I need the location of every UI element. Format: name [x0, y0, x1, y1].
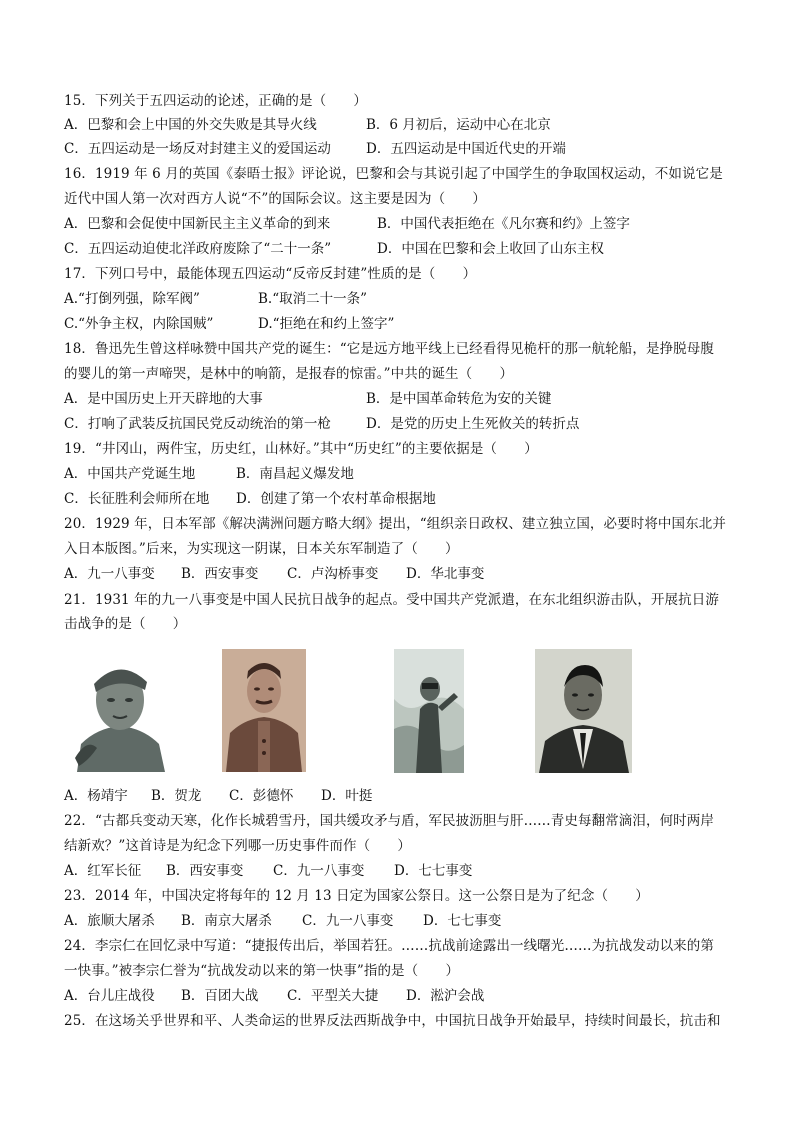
q20-stem-line2: 入日本版图。”后来，为实现这一阴谋，日本关东军制造了（ ） [64, 541, 459, 557]
q24-stem-line1: 24．李宗仁在回忆录中写道：“捷报传出后，举国若狂。……抗战前途露出一线曙光……为抗战发动以来的第 [64, 938, 714, 954]
q21-option-d: D．叶挺 [321, 788, 373, 804]
q20-option-b: B．西安事变 [181, 566, 259, 582]
q16-stem-line2: 近代中国人第一次对西方人说“不”的国际会议。这主要是因为（ ） [64, 191, 487, 207]
q20-option-a: A．九一八事变 [64, 566, 155, 582]
q21-option-b: B．贺龙 [151, 788, 202, 804]
q19-stem: 19．“井冈山，两件宝，历史红，山林好。”其中“历史红”的主要依据是（ ） [64, 441, 538, 457]
q23-stem: 23．2014 年，中国决定将每年的 12 月 13 日定为国家公祭日。这一公祭日是为了纪念（ ） [64, 888, 649, 904]
q15-stem: 15．下列关于五四运动的论述，正确的是（ ） [64, 93, 367, 109]
q22-option-a: A．红军长征 [64, 863, 142, 879]
q15-option-a: A．巴黎和会上中国的外交失败是其导火线 [64, 117, 317, 133]
q16-option-d: D．中国在巴黎和会上收回了山东主权 [377, 241, 604, 257]
q24-option-b: B．百团大战 [181, 988, 259, 1004]
q19-option-b: B．南昌起义爆发地 [236, 466, 354, 482]
q23-option-d: D．七七事变 [423, 913, 502, 929]
q18-option-a: A．是中国历史上开天辟地的大事 [64, 391, 263, 407]
q20-stem-line1: 20．1929 年，日本军部《解决满洲问题方略大纲》提出，“组织亲日政权、建立独立国，必要时将中国东北并 [64, 516, 726, 532]
q22-stem-line2: 结新欢？”这首诗是为纪念下列哪一历史事件而作（ ） [64, 838, 412, 854]
q19-option-c: C．长征胜利会师所在地 [64, 491, 210, 507]
q24-option-d: D．淞沪会战 [406, 988, 485, 1004]
q23-option-c: C．九一八事变 [302, 913, 394, 929]
q17-option-c: C.“外争主权，内除国贼” [64, 316, 214, 332]
q18-option-c: C．打响了武装反抗国民党反动统治的第一枪 [64, 416, 331, 432]
q16-option-b: B．中国代表拒绝在《凡尔赛和约》上签字 [377, 216, 630, 232]
q24-stem-line2: 一快事。”被李宗仁誉为“抗战发动以来的第一快事”指的是（ ） [64, 963, 460, 979]
q22-option-d: D．七七事变 [394, 863, 473, 879]
q16-stem-line1: 16．1919 年 6 月的英国《泰晤士报》评论说，巴黎和会与其说引起了中国学生的争取国权运动，不如说它是 [64, 166, 723, 182]
portrait-photo-2 [222, 649, 306, 772]
q22-option-b: B．西安事变 [166, 863, 244, 879]
q21-option-a: A．杨靖宇 [64, 788, 128, 804]
portrait-photo-3 [394, 649, 464, 773]
q17-option-a: A.“打倒列强，除军阀” [64, 291, 200, 307]
q24-option-c: C．平型关大捷 [287, 988, 379, 1004]
q18-option-b: B．是中国革命转危为安的关键 [366, 391, 552, 407]
q16-option-a: A．巴黎和会促使中国新民主主义革命的到来 [64, 216, 331, 232]
portrait-photo-4 [535, 649, 632, 773]
q20-option-c: C．卢沟桥事变 [287, 566, 379, 582]
q21-option-c: C．彭德怀 [229, 788, 294, 804]
q23-option-a: A．旅顺大屠杀 [64, 913, 155, 929]
q15-option-b: B．6 月初后，运动中心在北京 [366, 117, 551, 133]
q19-option-a: A．中国共产党诞生地 [64, 466, 196, 482]
q15-option-c: C．五四运动是一场反对封建主义的爱国运动 [64, 141, 331, 157]
q23-option-b: B．南京大屠杀 [181, 913, 272, 929]
q15-option-d: D．五四运动是中国近代史的开端 [366, 141, 566, 157]
q20-option-d: D．华北事变 [406, 566, 485, 582]
q17-option-b: B.“取消二十一条” [258, 291, 368, 307]
q21-stem-line2: 击战争的是（ ） [64, 616, 187, 632]
q24-option-a: A．台儿庄战役 [64, 988, 155, 1004]
q18-stem-line1: 18．鲁迅先生曾这样咏赞中国共产党的诞生：“它是远方地平线上已经看得见桅杆的那一航轮船，是挣脱母腹 [64, 341, 714, 357]
q19-option-d: D．创建了第一个农村革命根据地 [236, 491, 436, 507]
q22-stem-line1: 22．“古都兵变动天寒，化作长城碧雪丹，国共缓攻矛与盾，军民披沥胆与肝……青史每翻常滴泪，何时两岸 [64, 813, 714, 829]
q17-option-d: D.“拒绝在和约上签字” [258, 316, 395, 332]
q17-stem: 17．下列口号中，最能体现五四运动“反帝反封建”性质的是（ ） [64, 266, 477, 282]
q21-stem-line1: 21．1931 年的九一八事变是中国人民抗日战争的起点。受中国共产党派遣，在东北组织游击队，开展抗日游 [64, 592, 719, 608]
q18-option-d: D．是党的历史上生死攸关的转折点 [366, 416, 580, 432]
q22-option-c: C．九一八事变 [273, 863, 365, 879]
portrait-photo-1 [67, 648, 173, 772]
q18-stem-line2: 的婴儿的第一声啼哭，是林中的响箭，是报春的惊雷。”中共的诞生（ ） [64, 366, 514, 382]
q25-stem-line1: 25．在这场关乎世界和平、人类命运的世界反法西斯战争中，中国抗日战争开始最早，持续时间最长，抗击和 [64, 1013, 721, 1029]
q16-option-c: C．五四运动迫使北洋政府废除了“二十一条” [64, 241, 332, 257]
